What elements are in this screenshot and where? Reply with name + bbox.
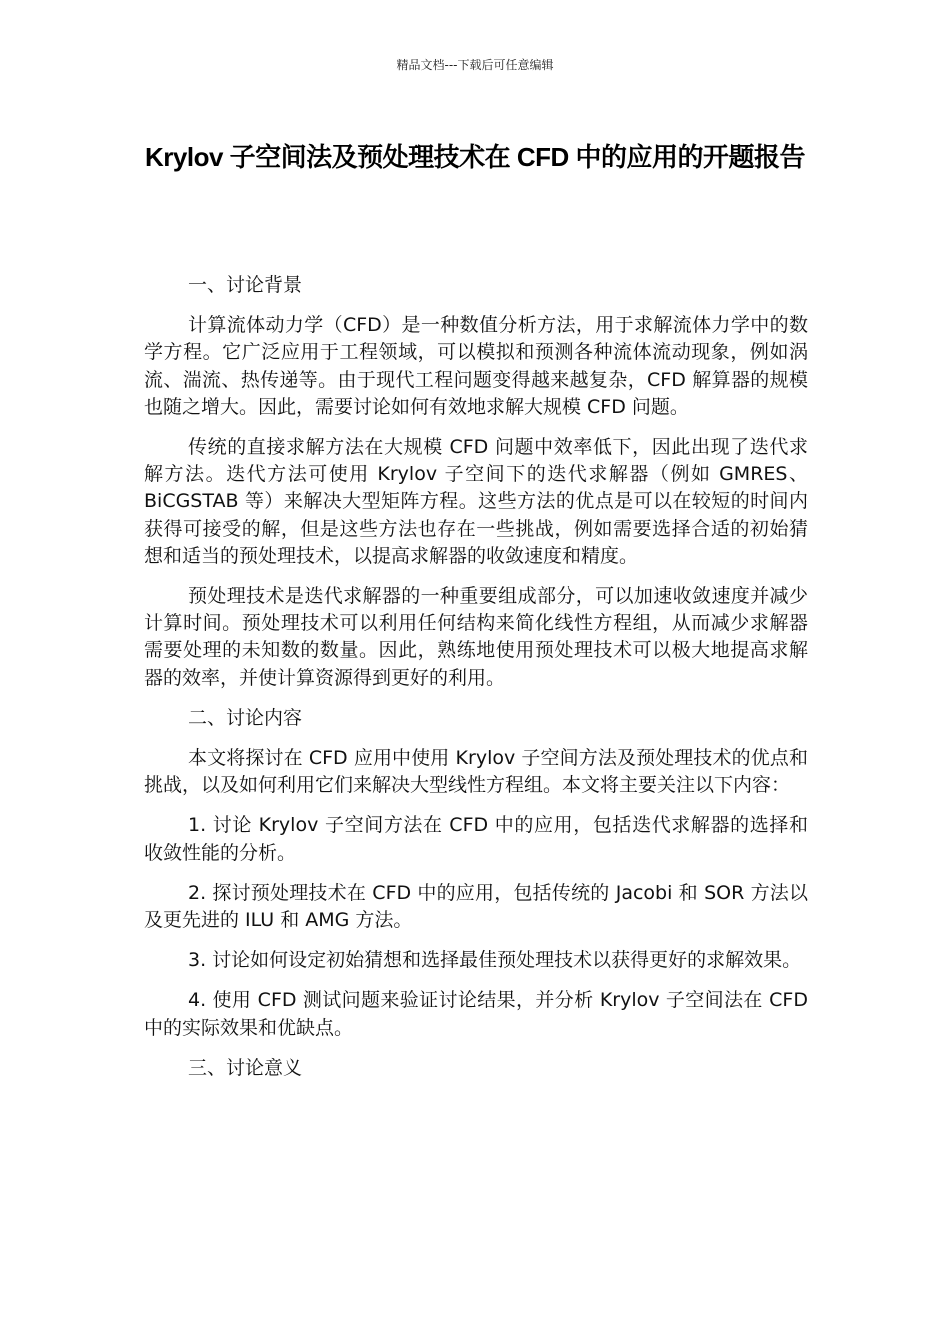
list-item: 1. 讨论 Krylov 子空间方法在 CFD 中的应用，包括迭代求解器的选择和收敛性能的分析。 — [144, 814, 808, 864]
header-note: 精品文档---下载后可任意编辑 — [396, 58, 554, 72]
paragraph: 计算流体动力学（CFD）是一种数值分析方法，用于求解流体力学中的数学方程。它广泛应用于工程领域，可以模拟和预测各种流体流动现象，例如涡流、湍流、热传递等。由于现代工程问题变得越来越复杂，CFD 解算器的规模也随之增大。因此，需要讨论如何有效地求解大规模 CFD 问题。 — [144, 314, 808, 418]
section-heading-background: 一、讨论背景 — [188, 274, 303, 296]
paragraph: 传统的直接求解方法在大规模 CFD 问题中效率低下，因此出现了迭代求解方法。迭代方法可使用 Krylov 子空间下的迭代求解器（例如 GMRES、BiCGSTAB 等）来解决大型矩阵方程。这些方法的优点是可以在较短的时间内获得可接受的解，但是这些方法也存在一些挑战，例如需要选择合适的初始猜想和适当的预处理技术，以提高求解器的收敛速度和精度。 — [144, 436, 808, 567]
paragraph: 本文将探讨在 CFD 应用中使用 Krylov 子空间方法及预处理技术的优点和挑战，以及如何利用它们来解决大型线性方程组。本文将主要关注以下内容： — [144, 747, 808, 797]
list-item: 2. 探讨预处理技术在 CFD 中的应用，包括传统的 Jacobi 和 SOR 方法以及更先进的 ILU 和 AMG 方法。 — [144, 881, 808, 932]
section-heading-significance: 三、讨论意义 — [188, 1056, 303, 1079]
section-heading-content: 二、讨论内容 — [188, 706, 303, 729]
document-body — [144, 272, 808, 1095]
list-item: 4. 使用 CFD 测试问题来验证讨论结果，并分析 Krylov 子空间法在 CFD 中的实际效果和优缺点。 — [144, 989, 808, 1039]
paragraph: 预处理技术是迭代求解器的一种重要组成部分，可以加速收敛速度并减少计算时间。预处理技术可以利用任何结构来简化线性方程组，从而减少求解器需要处理的未知数的数量。因此，熟练地使用预处理技术可以极大地提高求解器的效率，并使计算资源得到更好的利用。 — [144, 585, 808, 689]
document-title: Krylov 子空间法及预处理技术在 CFD 中的应用的开题报告 — [144, 142, 806, 172]
list-item: 3. 讨论如何设定初始猜想和选择最佳预处理技术以获得更好的求解效果。 — [188, 949, 802, 972]
